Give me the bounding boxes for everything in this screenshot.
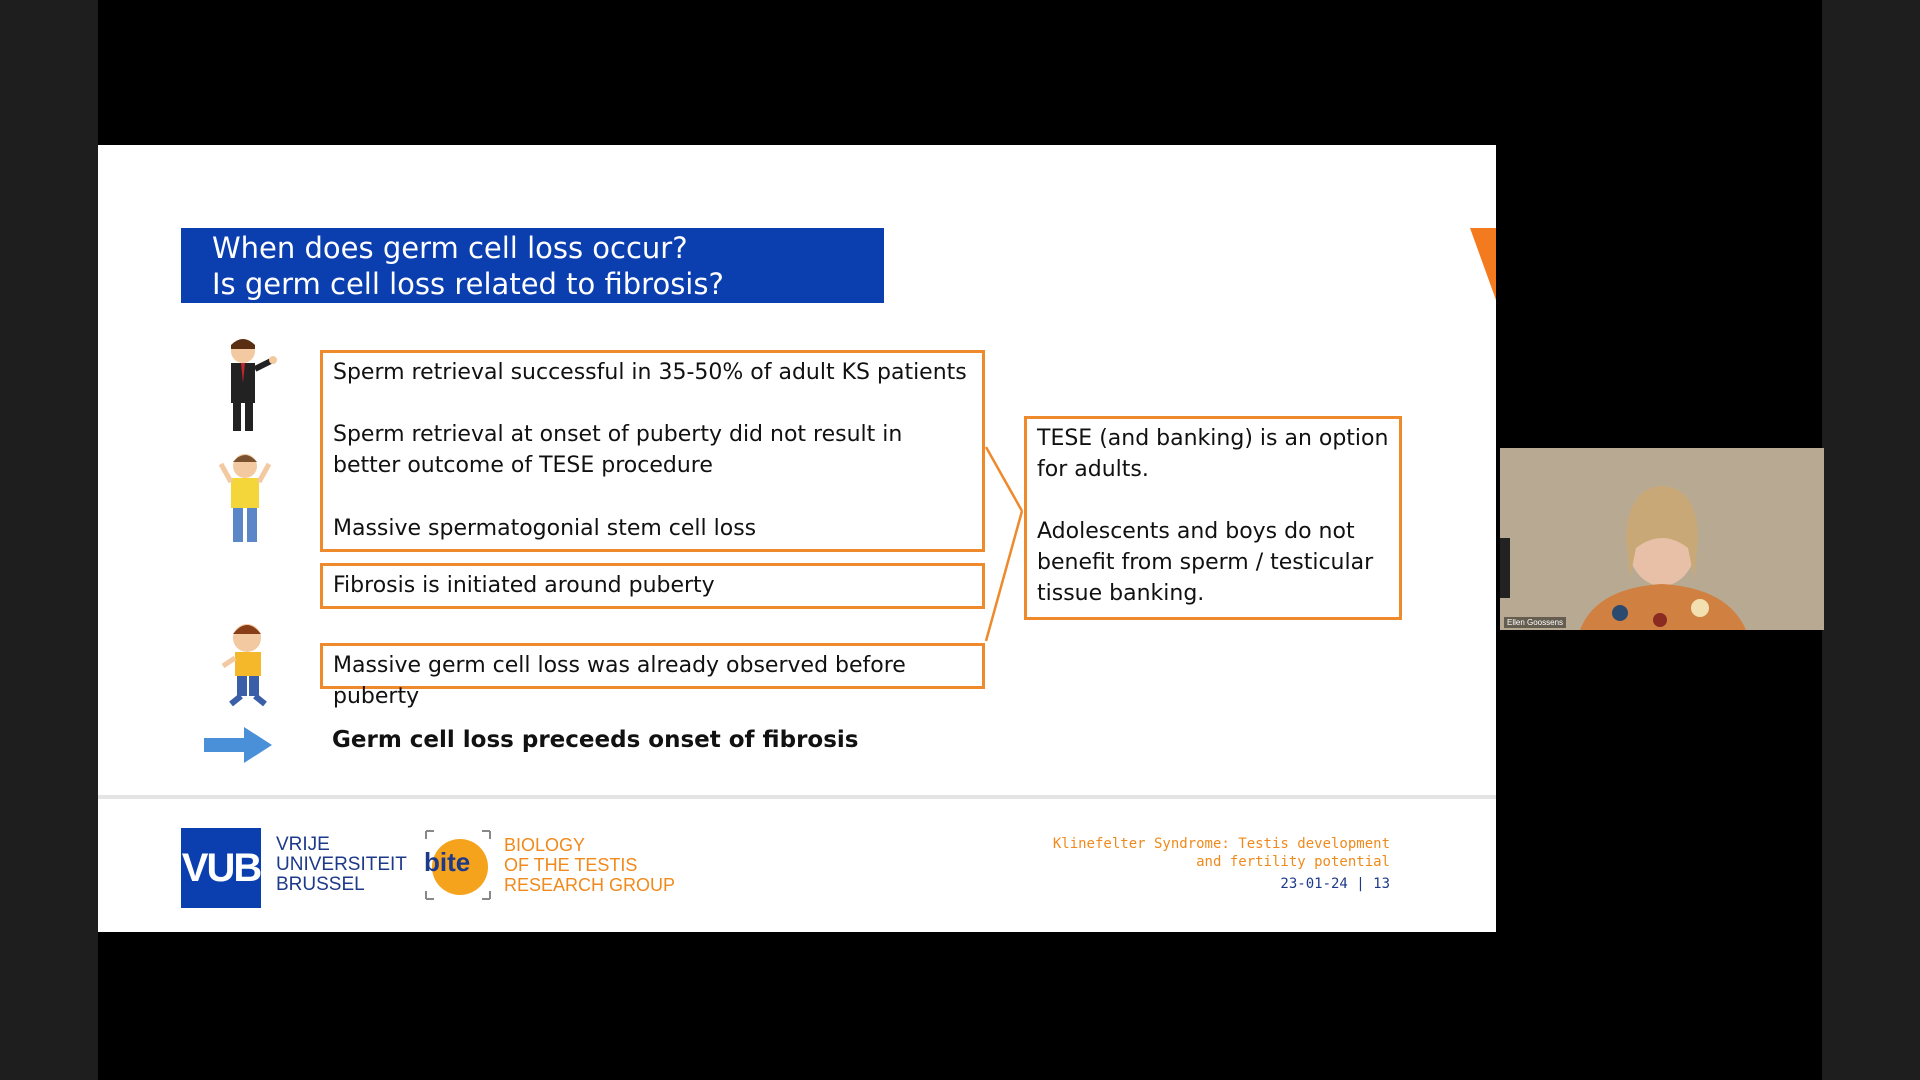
box-line: Sperm retrieval successful in 35-50% of adult KS patients (333, 360, 967, 385)
box-line: better outcome of TESE procedure (333, 453, 713, 478)
footer-divider (98, 795, 1496, 799)
vub-line: UNIVERSITEIT (276, 854, 407, 875)
bite-line: BIOLOGY (504, 835, 586, 855)
box-line: Adolescents and boys do not (1037, 519, 1355, 544)
conclusion-text: Germ cell loss preceeds onset of fibrosis (332, 727, 859, 753)
orange-corner-accent (1470, 228, 1496, 300)
bite-logo (420, 827, 496, 903)
title-line-2: Is germ cell loss related to fibrosis? (212, 266, 724, 301)
speaker-video-tile[interactable] (1500, 448, 1824, 630)
adolescent-boy-icon (211, 450, 281, 550)
vub-name (276, 835, 407, 895)
footer-title-line: Klinefelter Syndrome: Testis development (1052, 836, 1390, 852)
box-line: Sperm retrieval at onset of puberty did not result in (333, 422, 903, 447)
adult-man-icon (211, 335, 281, 435)
bite-line: RESEARCH GROUP (504, 875, 676, 895)
right-arrow-icon (204, 725, 274, 765)
title-line-1: When does germ cell loss occur? (212, 230, 688, 265)
fibrosis-box (320, 563, 985, 609)
vub-logo: VUB (181, 828, 261, 908)
box-line: benefit from sperm / testicular (1037, 550, 1374, 575)
box-line: tissue banking. (1037, 581, 1205, 606)
bite-logo-text: bite (424, 847, 471, 877)
speaker-video (1500, 448, 1824, 630)
germ-cell-loss-box (320, 643, 985, 709)
box-line: TESE (and banking) is an option (1037, 426, 1389, 451)
box-line: Fibrosis is initiated around puberty (333, 573, 715, 598)
footer-presentation-title (1053, 835, 1390, 871)
vub-line: BRUSSEL (276, 874, 365, 895)
left-sidebar (0, 0, 98, 1080)
footer-title-line: and fertility potential (1196, 854, 1390, 870)
slide-title (181, 228, 884, 303)
footer-date-page: 23-01-24 | 13 (1280, 876, 1390, 892)
sperm-retrieval-box (320, 350, 985, 552)
bite-line: OF THE TESTIS (504, 855, 638, 875)
connector-lines (984, 445, 1026, 645)
box-line: Massive spermatogonial stem cell loss (333, 516, 757, 541)
child-boy-icon (211, 620, 281, 710)
bite-name (504, 835, 675, 895)
tese-option-box (1024, 416, 1402, 620)
box-line: Massive germ cell loss was already observed before puberty (333, 653, 906, 709)
right-sidebar (1822, 0, 1920, 1080)
box-line: for adults. (1037, 457, 1149, 482)
presentation-slide (98, 145, 1496, 932)
participant-name: Ellen Goossens (1504, 617, 1566, 628)
vub-line: VRIJE (276, 834, 330, 855)
